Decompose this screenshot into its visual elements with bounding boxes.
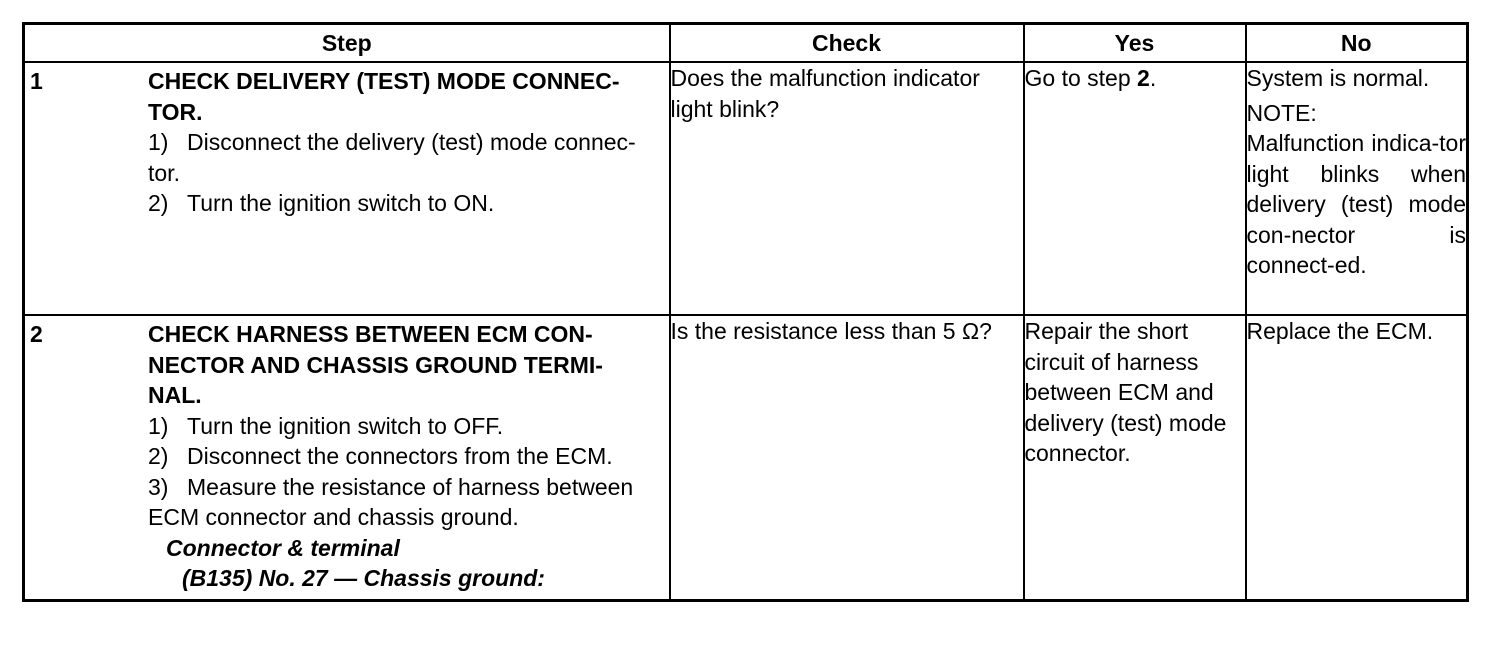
yes-text-suffix: .	[1149, 65, 1157, 91]
step-title	[148, 66, 665, 127]
check-cell	[670, 62, 1024, 315]
no-cell	[1246, 62, 1468, 315]
yes-text: Repair the short circuit of harness between ECM and delivery (test) mode connector.	[1024, 318, 1227, 466]
check-cell	[670, 315, 1024, 600]
step-instruction	[148, 441, 665, 472]
check-text: Is the resistance less than 5 Ω?	[670, 318, 992, 344]
header-row	[24, 24, 1468, 63]
yes-cell	[1024, 315, 1246, 600]
no-text: System is normal.	[1246, 65, 1430, 91]
header-step: Step	[24, 24, 670, 63]
instruction-number: 1)	[148, 412, 169, 439]
check-text: Does the malfunction indicator light blink?	[670, 65, 980, 122]
step-cell	[24, 315, 670, 600]
header-no: No	[1246, 24, 1468, 63]
step-title-line: NECTOR AND CHASSIS GROUND TERMI-	[148, 351, 603, 378]
header-yes: Yes	[1024, 24, 1246, 63]
table-row	[24, 315, 1468, 600]
step-title-line: CHECK DELIVERY (TEST) MODE CONNEC-	[148, 68, 620, 94]
spec-label: Connector & terminal	[166, 534, 400, 561]
spec-value: (B135) No. 27 — Chassis ground:	[182, 565, 545, 591]
no-text: Replace the ECM.	[1246, 318, 1434, 344]
yes-text: Go to step	[1024, 65, 1138, 91]
instruction-number: 1)	[148, 129, 169, 155]
instruction-text: Turn the ignition switch to ON.	[187, 190, 495, 216]
step-instruction	[148, 411, 665, 442]
note-text: Malfunction indica-tor light blinks when delivery (test) mode con-nector is connect-ed.	[1246, 130, 1466, 278]
note-label: NOTE:	[1246, 99, 1317, 126]
step-instruction	[148, 127, 665, 158]
step-title-line: TOR.	[148, 98, 203, 125]
no-cell	[1246, 315, 1468, 600]
instruction-continuation: tor.	[148, 159, 180, 186]
instruction-text: Measure the resistance of harness between	[187, 473, 634, 500]
yes-step-reference: 2	[1137, 65, 1150, 91]
instruction-text: Turn the ignition switch to OFF.	[187, 412, 504, 439]
step-instruction	[148, 472, 665, 503]
instruction-text: Disconnect the connectors from the ECM.	[187, 443, 613, 469]
table-row	[24, 62, 1468, 315]
instruction-number: 2)	[148, 443, 169, 469]
step-title-line: CHECK HARNESS BETWEEN ECM CON-	[148, 321, 593, 347]
yes-cell	[1024, 62, 1246, 315]
step-number: 2	[30, 321, 43, 347]
step-cell	[24, 62, 670, 315]
step-title	[148, 319, 665, 411]
instruction-number: 2)	[148, 190, 169, 216]
step-number: 1	[30, 68, 43, 94]
instruction-number: 3)	[148, 473, 169, 500]
diagnostic-table	[22, 22, 1469, 602]
instruction-text: Disconnect the delivery (test) mode connec-	[187, 129, 636, 155]
step-instruction	[148, 188, 665, 219]
instruction-continuation: ECM connector and chassis ground.	[148, 504, 519, 530]
header-check: Check	[670, 24, 1024, 63]
step-title-line: NAL.	[148, 382, 202, 408]
